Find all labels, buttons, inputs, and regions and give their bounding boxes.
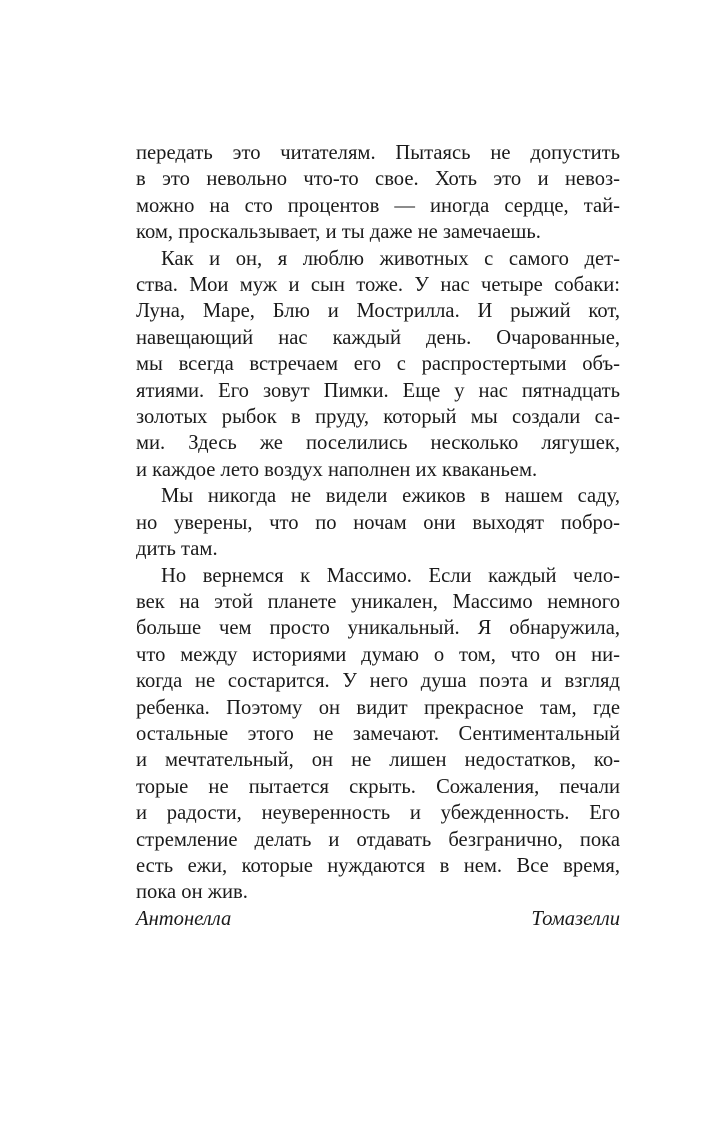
text-line: дить там. <box>136 538 218 561</box>
text-line: навещающий нас каждый день. Очарованные, <box>136 326 620 349</box>
text-line: Но вернемся к Массимо. Если каждый чело- <box>161 564 620 587</box>
text-line: стремление делать и отдавать безгранично, пока <box>136 828 620 851</box>
text-line: ми. Здесь же поселились несколько лягушек, <box>136 432 620 455</box>
body-text <box>136 140 620 932</box>
text-line: и радости, неуверенность и убежденность. Его <box>136 802 620 825</box>
text-line: Мы никогда не видели ежиков в нашем саду, <box>161 485 620 508</box>
paragraph-3 <box>136 483 620 562</box>
text-line: золотых рыбок в пруду, который мы создали са- <box>136 406 620 429</box>
text-line: Луна, Маре, Блю и Мострилла. И рыжий кот, <box>136 300 620 323</box>
text-line: ства. Мои муж и сын тоже. У нас четыре собаки: <box>136 274 620 297</box>
text-line: в это невольно что-то свое. Хоть это и невоз- <box>136 168 620 191</box>
text-line: Как и он, я люблю животных с самого дет- <box>161 247 620 270</box>
paragraph-1 <box>136 140 620 246</box>
paragraph-4 <box>136 563 620 906</box>
text-line: и каждое лето воздух наполнен их кваканьем. <box>136 458 538 481</box>
text-line: что между историями думаю о том, что он ни- <box>136 643 620 666</box>
text-line: передать это читателям. Пытаясь не допустить <box>136 142 620 164</box>
text-line: и мечтательный, он не лишен недостатков, ко- <box>136 749 620 772</box>
author-signature: Антонелла Томазелли <box>136 907 620 930</box>
text-line: ятиями. Его зовут Пимки. Еще у нас пятнадцать <box>136 379 620 402</box>
text-line: но уверены, что по ночам они выходят побро- <box>136 511 620 534</box>
text-line: ребенка. Поэтому он видит прекрасное там, где <box>136 696 620 719</box>
text-line: век на этой планете уникален, Массимо немного <box>136 590 620 613</box>
text-line: есть ежи, которые нуждаются в нем. Все время, <box>136 854 620 877</box>
text-line: можно на сто процентов — иногда сердце, тай- <box>136 194 620 217</box>
text-line: торые не пытается скрыть. Сожаления, печали <box>136 775 620 798</box>
text-line: больше чем просто уникальный. Я обнаружила, <box>136 617 620 640</box>
text-line: остальные этого не замечают. Сентиментальный <box>136 722 620 745</box>
text-line: мы всегда встречаем его с распростертыми объ- <box>136 353 620 376</box>
text-line: ком, проскальзывает, и ты даже не замечаешь. <box>136 221 541 244</box>
text-line: пока он жив. <box>136 881 248 904</box>
text-line: когда не состарится. У него душа поэта и взгляд <box>136 670 620 693</box>
paragraph-2 <box>136 246 620 484</box>
